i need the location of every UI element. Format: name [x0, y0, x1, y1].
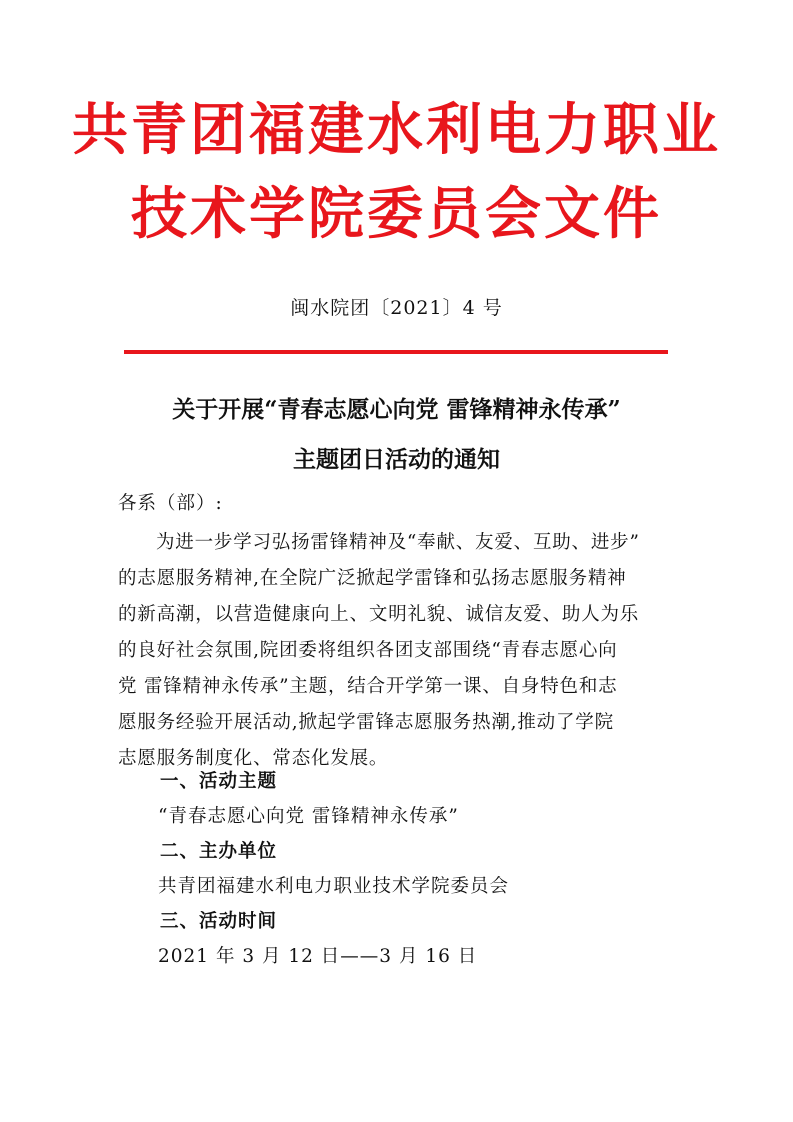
section-body-theme: “青春志愿心向党 雷锋精神永传承”	[158, 806, 459, 827]
section-body-time: 2021 年 3 月 12 日——3 月 16 日	[158, 946, 478, 967]
section-body-organizer: 共青团福建水利电力职业技术学院委员会	[158, 876, 510, 897]
paragraph-line: 志愿服务制度化、常态化发展。	[118, 748, 389, 769]
red-header-line-1: 共青团福建水利电力职业	[72, 98, 721, 163]
section-heading-organizer: 二、主办单位	[160, 841, 278, 862]
paragraph-line: 愿服务经验开展活动,掀起学雷锋志愿服务热潮,推动了学院	[118, 712, 614, 733]
section-heading-theme: 一、活动主题	[160, 771, 278, 792]
section-heading-time: 三、活动时间	[160, 911, 278, 932]
document-number: 闽水院团〔2021〕4 号	[290, 297, 503, 319]
notice-title-line-2: 主题团日活动的通知	[293, 446, 500, 473]
paragraph-line: 的良好社会氛围,院团委将组织各团支部围绕“青春志愿心向	[118, 640, 618, 661]
paragraph-line: 党 雷锋精神永传承”主题，结合开学第一课、自身特色和志	[118, 676, 618, 697]
notice-title-line-1: 关于开展“青春志愿心向党 雷锋精神永传承”	[172, 396, 621, 423]
paragraph-line: 的新高潮，以营造健康向上、文明礼貌、诚信友爱、助人为乐	[118, 604, 640, 625]
paragraph-line: 的志愿服务精神,在全院广泛掀起学雷锋和弘扬志愿服务精神	[118, 568, 627, 589]
red-divider-rule	[124, 350, 668, 354]
paragraph-line: 为进一步学习弘扬雷锋精神及“奉献、友爱、互助、进步”	[156, 532, 640, 553]
red-header-line-2: 技术学院委员会文件	[131, 182, 662, 247]
body-paragraph	[118, 525, 678, 777]
salutation: 各系（部）:	[118, 493, 223, 514]
